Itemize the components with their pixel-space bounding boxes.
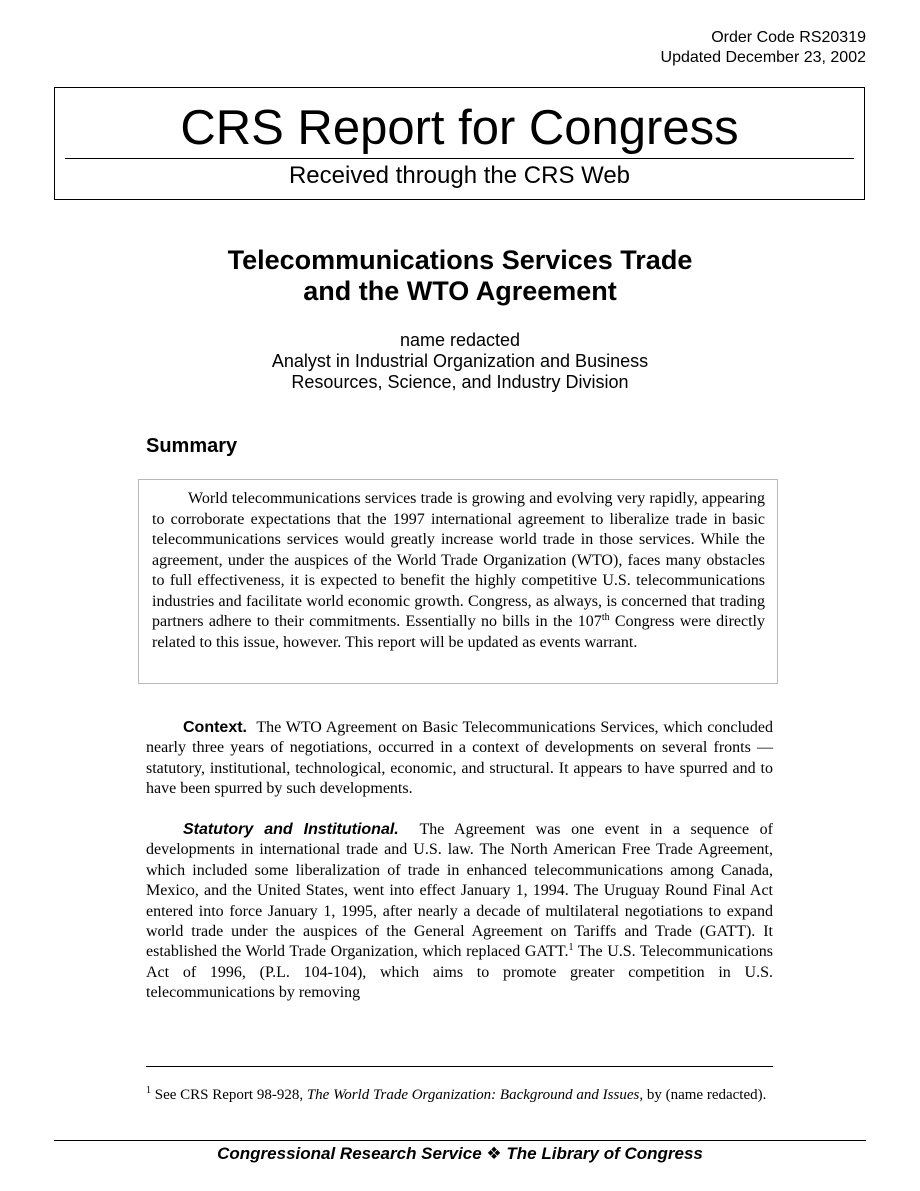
header-divider [65,158,854,159]
document-title [0,245,920,307]
statutory-label: Statutory and Institutional. [183,821,399,838]
summary-box [138,479,778,684]
summary-heading: Summary [146,435,238,457]
context-label: Context. [183,719,247,736]
title-line-2: and the WTO Agreement [303,276,617,306]
footnote-cited-title: The World Trade Organization: Background and Issues [306,1087,640,1103]
footnote [146,1086,773,1105]
footnote-number: 1 [146,1085,151,1096]
context-paragraph [146,718,773,800]
order-code-block [661,28,866,68]
footnote-text-before: See CRS Report 98-928, [151,1087,307,1103]
footnote-reference[interactable]: 1 [568,942,574,954]
page-footer [0,1143,920,1165]
footnote-divider [146,1066,773,1067]
summary-superscript: th [601,612,610,623]
footer-crs: Congressional Research Service [217,1144,482,1163]
footer-divider [54,1140,866,1141]
order-code: Order Code RS20319 [711,29,866,46]
received-line: Received through the CRS Web [288,162,631,189]
title-line-1: Telecommunications Services Trade [227,245,693,275]
footnote-text-after: , by (name redacted). [639,1087,767,1103]
summary-text-part2: Congress were directly related to this issue, however. This report will be updated as events warrant. [152,613,766,651]
author-block [0,330,920,393]
statutory-paragraph [146,820,773,1004]
author-division: Resources, Science, and Industry Division [291,372,629,392]
summary-text-part1: World telecommunications services trade is growing and evolving very rapidly, appearing to corroborate expectations that the 1997 international agreement to liberalize trade in basic telecommunications services would greatly increase world trade in those services. While the agreement, under the auspices of the World Trade Organization (WTO), faces many obstacles to full effectiveness, it is expected to benefit the highly competitive U.S. telecommunications industries and facilitate world economic growth. Congress, as always, is concerned that trading partners adhere to their commitments. Essentially no bills in the 107 [152,490,765,630]
statutory-text-part2: The U.S. Telecommunications Act of 1996, (P.L. 104-104), which aims to promote greater competition in U.S. telecommunications by removing [146,943,774,1002]
author-name: name redacted [399,330,521,350]
report-title: CRS Report for Congress [180,101,739,155]
author-title: Analyst in Industrial Organization and Business [271,351,649,371]
report-header-box [54,87,865,200]
updated-date: Updated December 23, 2002 [660,49,866,66]
footer-loc: The Library of Congress [506,1144,703,1163]
context-text: The WTO Agreement on Basic Telecommunications Services, which concluded nearly three years of negotiations, occurred in a context of developments on several fronts — statutory, institutional, technological, economic, and structural. It appears to have spurred and to have been spurred by such developments. [146,719,773,798]
diamond-ornament-icon: ❖ [486,1144,502,1163]
statutory-text-part1: The Agreement was one event in a sequence of developments in international trade and U.S. law. The North American Free Trade Agreement, which included some liberalization of trade in enhanced telecommunications among Canada, Mexico, and the United States, went into effect January 1, 1994. The Uruguay Round Final Act entered into force January 1, 1995, after nearly a decade of multilateral negotiations to expand world trade under the auspices of the General Agreement on Tariffs and Trade (GATT). It established the World Trade Organization, which replaced GATT. [146,821,773,961]
